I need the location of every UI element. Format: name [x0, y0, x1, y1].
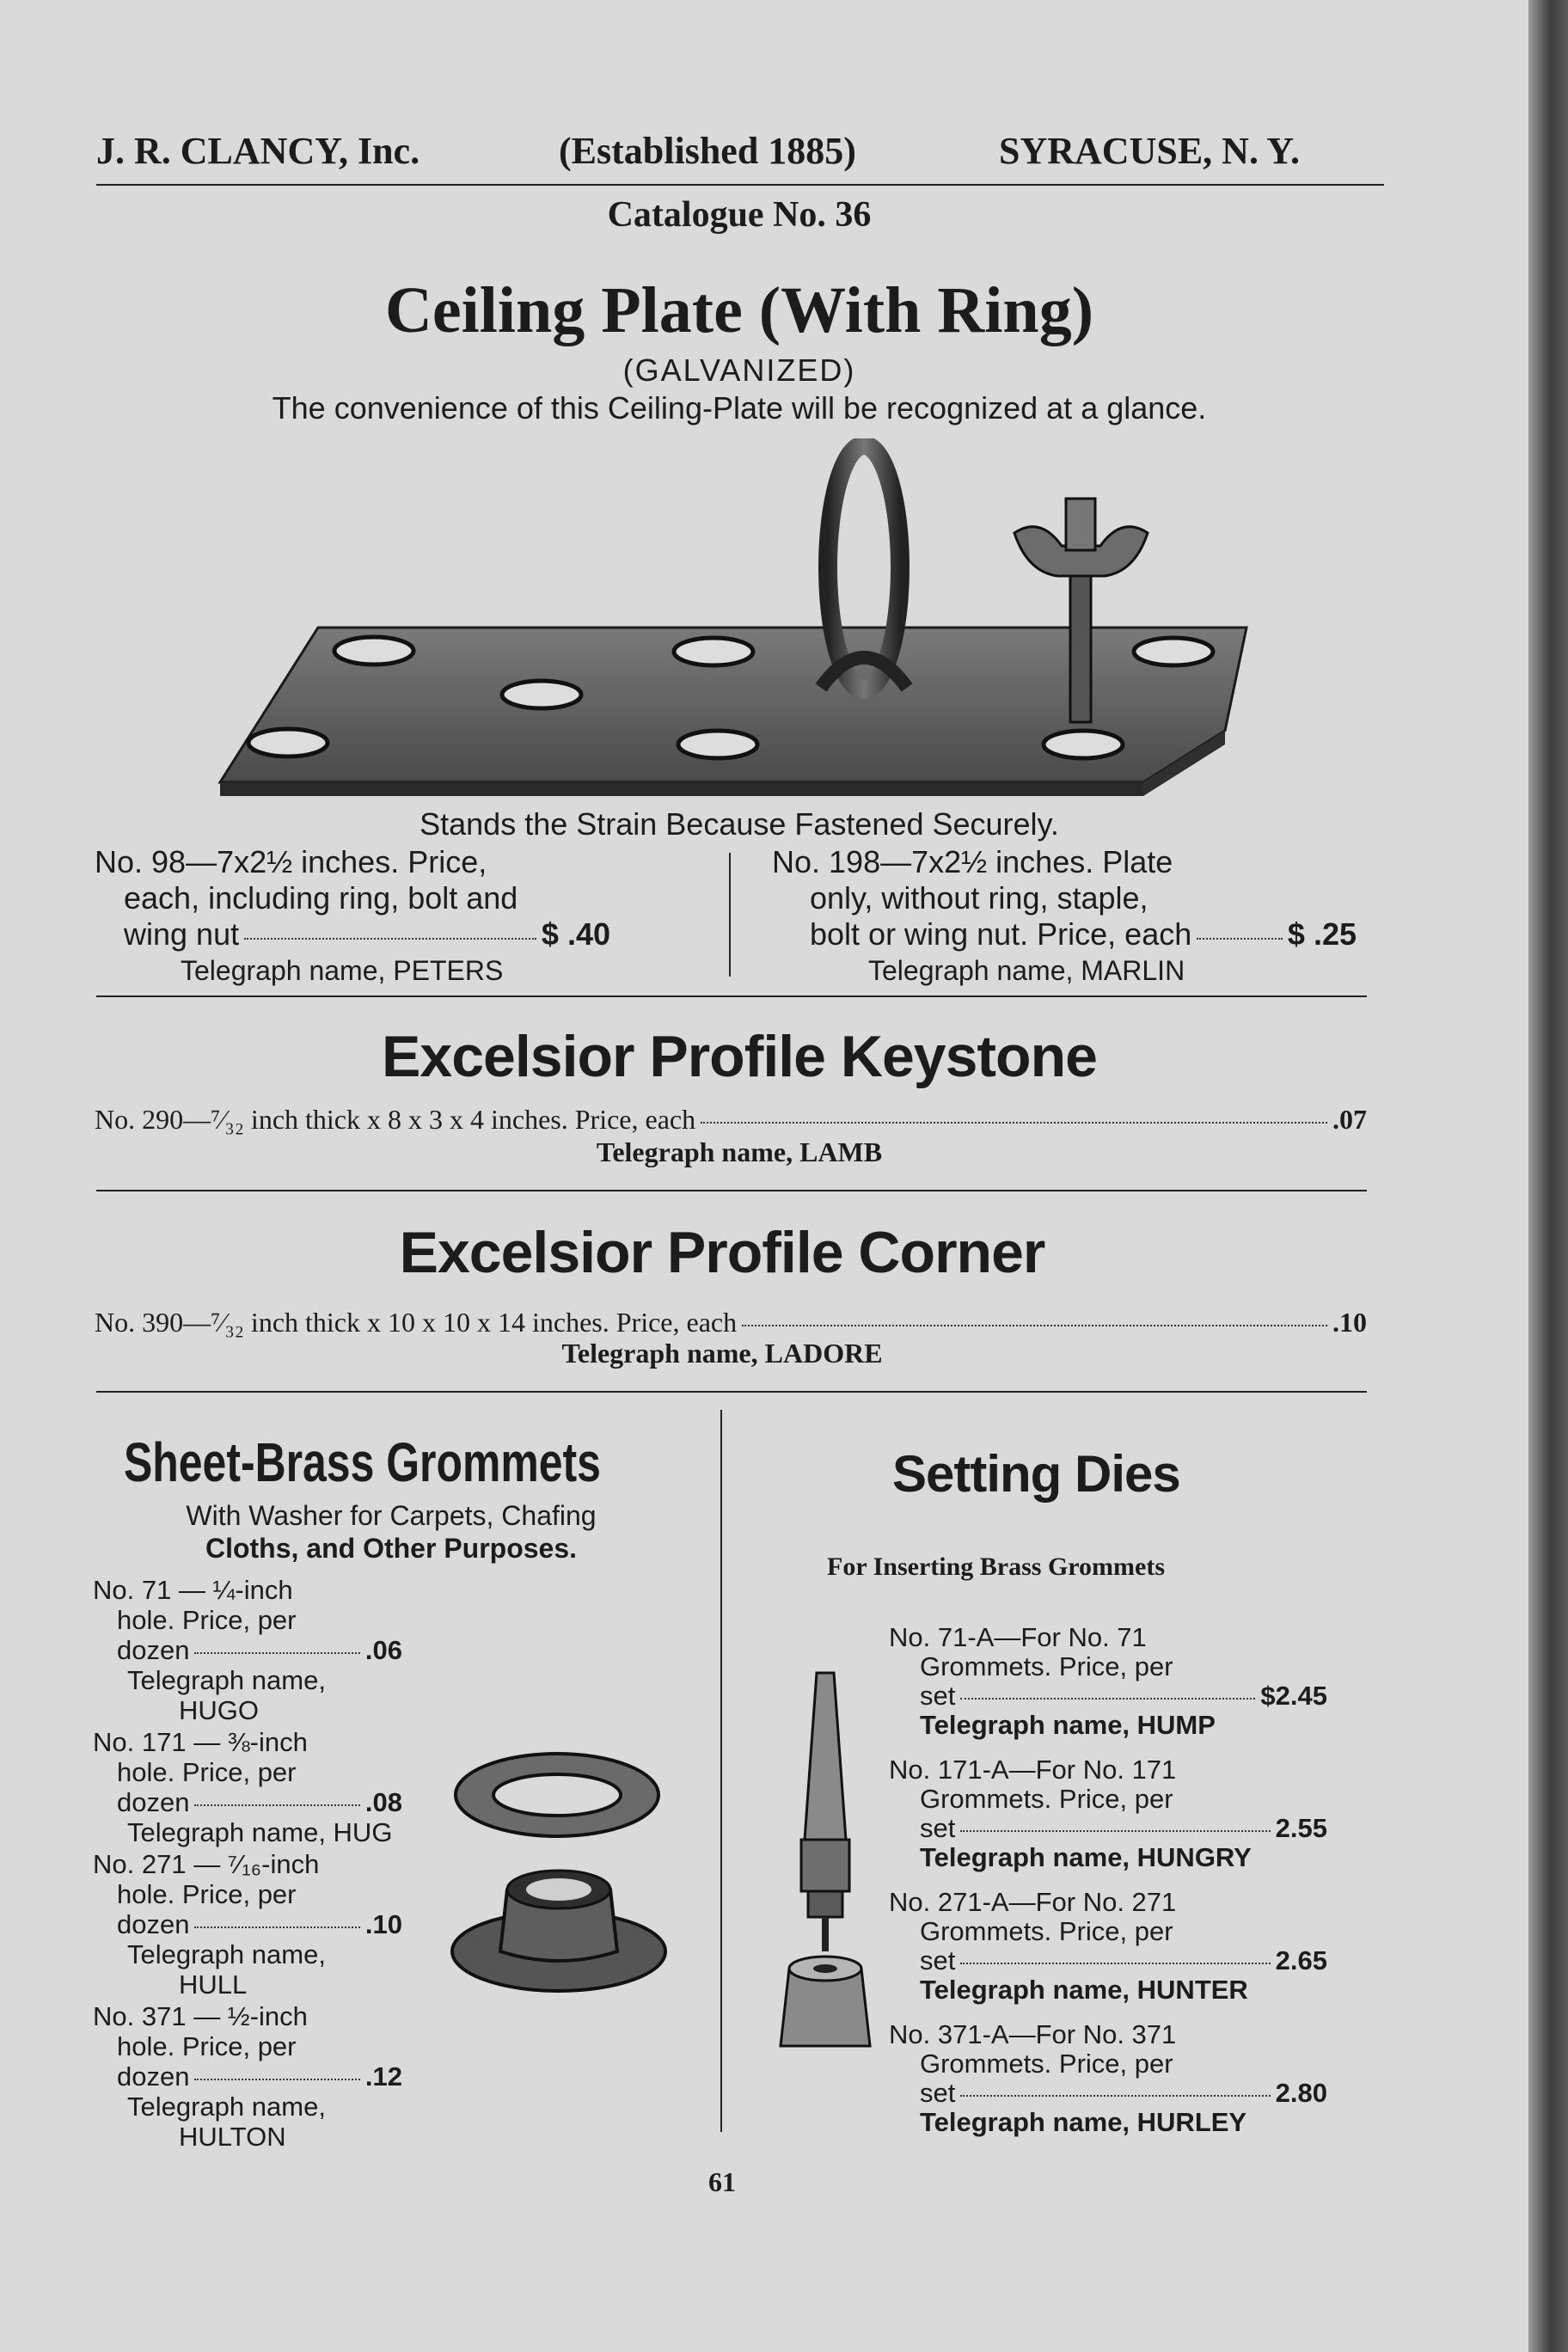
grommet-telegraph: Telegraph name, HUG: [127, 1817, 393, 1847]
list-item: [93, 1849, 402, 2000]
section-rule: [96, 1190, 1367, 1191]
die-price-line: [889, 1681, 1327, 1711]
grommet-telegraph-name: HULL: [179, 1969, 248, 2000]
grommet-telegraph: Telegraph name,: [127, 2092, 326, 2122]
die-unit: set: [920, 1813, 956, 1843]
die-unit: set: [920, 1945, 956, 1975]
right-telegraph: Telegraph name, MARLIN: [868, 955, 1185, 986]
list-item: [889, 1755, 1327, 1872]
die-number: No. 371-A—For No. 371: [889, 2019, 1177, 2049]
dies-subtitle: For Inserting Brass Grommets: [827, 1553, 1166, 1581]
grommets-subtitle: [95, 1499, 688, 1565]
die-telegraph: Telegraph name, HUNTER: [920, 1975, 1248, 2005]
right-line-2: only, without ring, staple,: [810, 880, 1148, 916]
grommet-price: .08: [364, 1787, 402, 1817]
die-price: 2.65: [1275, 1945, 1327, 1975]
ceiling-plate-illustration: [215, 438, 1264, 808]
dot-leader: [960, 1698, 1255, 1700]
grommets-sub-2: Cloths, and Other Purposes.: [205, 1533, 578, 1564]
list-item: [93, 1727, 402, 1847]
dot-leader: [960, 1830, 1270, 1832]
dot-leader: [1197, 938, 1283, 940]
keystone-telegraph: Telegraph name, LAMB: [596, 1136, 883, 1167]
grommet-price: .10: [364, 1909, 402, 1939]
grommet-telegraph-name: HUGO: [179, 1695, 259, 1725]
die-telegraph: Telegraph name, HURLEY: [920, 2107, 1247, 2137]
left-line-3: wing nut: [124, 916, 240, 952]
book-binding-edge: [1528, 0, 1568, 2352]
ceiling-plate-right-block: [772, 844, 1357, 989]
left-price-line: [95, 916, 610, 952]
left-line-1: No. 98—7x2½ inches. Price,: [95, 844, 487, 879]
dies-title: Setting Dies: [892, 1445, 1180, 1503]
grommet-size: No. 71 — ¼-inch: [93, 1575, 293, 1605]
die-unit: set: [920, 1681, 956, 1711]
grommets-sub-1: With Washer for Carpets, Chafing: [186, 1500, 597, 1531]
grommet-price-text: hole. Price, per: [117, 1879, 297, 1909]
dot-leader: [960, 1963, 1270, 1964]
die-price-text: Grommets. Price, per: [920, 1784, 1173, 1814]
dot-leader: [194, 1804, 359, 1806]
right-line-3: bolt or wing nut. Price, each: [810, 916, 1192, 952]
die-number: No. 71-A—For No. 71: [889, 1622, 1147, 1652]
grommet-unit: dozen: [117, 2061, 190, 2092]
grommet-unit: dozen: [117, 1787, 190, 1817]
list-item: [889, 2020, 1327, 2137]
die-unit: set: [920, 2078, 956, 2108]
keystone-title: Excelsior Profile Keystone: [382, 1024, 1097, 1089]
ceiling-plate-caption: Stands the Strain Because Fastened Securely.: [420, 806, 1059, 842]
left-line-2: each, including ring, bolt and: [124, 880, 518, 916]
die-price-line: [889, 2079, 1327, 2108]
location: SYRACUSE, N. Y.: [999, 130, 1301, 172]
die-price-line: [889, 1946, 1327, 1975]
company-name: J. R. CLANCY, Inc.: [96, 130, 420, 172]
column-divider: [720, 1410, 722, 2132]
header-rule: [96, 184, 1384, 186]
list-item: [889, 1623, 1327, 1740]
die-price-text: Grommets. Price, per: [920, 1916, 1173, 1946]
grommet-telegraph: Telegraph name,: [127, 1665, 326, 1695]
grommet-size: No. 271 — ⁷⁄₁₆-inch: [93, 1849, 320, 1879]
ceiling-plate-subtitle: (GALVANIZED): [622, 352, 856, 388]
die-number: No. 271-A—For No. 271: [889, 1887, 1177, 1917]
grommets-title: Sheet-Brass Grommets: [124, 1431, 601, 1493]
ceiling-plate-divider: [729, 853, 731, 977]
dot-leader: [701, 1122, 1327, 1124]
grommet-list: [93, 1575, 402, 2153]
grommet-price-text: hole. Price, per: [117, 1757, 297, 1787]
ceiling-plate-left-block: [95, 844, 610, 989]
list-item: [93, 1575, 402, 1725]
corner-line: [95, 1305, 1367, 1339]
corner-price: .10: [1332, 1307, 1367, 1338]
keystone-price: .07: [1332, 1104, 1367, 1135]
grommet-price-line: [93, 1909, 402, 1939]
section-rule: [96, 1391, 1367, 1393]
list-item: [889, 1888, 1327, 2005]
setting-die-illustration: [756, 1668, 894, 2063]
die-price: $2.45: [1260, 1681, 1327, 1711]
grommet-price: .06: [364, 1635, 402, 1665]
die-price: 2.55: [1275, 1813, 1327, 1843]
grommet-illustration: [447, 1745, 671, 2020]
grommet-price-text: hole. Price, per: [117, 1605, 297, 1635]
page-number: 61: [708, 2166, 736, 2197]
ceiling-plate-title: Ceiling Plate (With Ring): [384, 274, 1093, 346]
die-price-line: [889, 1814, 1327, 1843]
grommet-unit: dozen: [117, 1635, 190, 1665]
dies-list: [889, 1623, 1327, 2153]
dot-leader: [194, 2079, 359, 2080]
grommet-size: No. 171 — ⅜-inch: [93, 1727, 308, 1757]
established-note: (Established 1885): [559, 130, 856, 172]
dot-leader: [244, 938, 536, 940]
right-price: $ .25: [1287, 916, 1357, 952]
corner-title: Excelsior Profile Corner: [399, 1220, 1045, 1285]
die-telegraph: Telegraph name, HUNGRY: [920, 1842, 1252, 1872]
dot-leader: [960, 2095, 1270, 2097]
right-line-1: No. 198—7x2½ inches. Plate: [772, 844, 1173, 879]
list-item: [93, 2001, 402, 2152]
grommet-price-line: [93, 2061, 402, 2092]
die-number: No. 171-A—For No. 171: [889, 1755, 1177, 1785]
corner-telegraph: Telegraph name, LADORE: [561, 1338, 883, 1369]
keystone-line: [95, 1102, 1367, 1136]
die-price-text: Grommets. Price, per: [920, 1651, 1173, 1681]
left-telegraph: Telegraph name, PETERS: [181, 955, 504, 986]
grommet-unit: dozen: [117, 1909, 190, 1939]
catalogue-number: Catalogue No. 36: [607, 195, 872, 235]
die-price-text: Grommets. Price, per: [920, 2049, 1173, 2079]
section-rule: [96, 995, 1367, 997]
grommet-price-line: [93, 1635, 402, 1665]
die-price: 2.80: [1275, 2078, 1327, 2108]
grommet-price-line: [93, 1787, 402, 1817]
grommet-telegraph-name: HULTON: [179, 2122, 286, 2152]
grommet-price-text: hole. Price, per: [117, 2031, 297, 2061]
left-price: $ .40: [541, 916, 610, 952]
dot-leader: [742, 1325, 1327, 1326]
grommet-price: .12: [364, 2061, 402, 2092]
dot-leader: [194, 1652, 359, 1654]
corner-desc: No. 390—⁷⁄₃₂ inch thick x 10 x 10 x 14 inches. Price, each: [95, 1307, 738, 1338]
die-telegraph: Telegraph name, HUMP: [920, 1710, 1216, 1740]
grommet-size: No. 371 — ½-inch: [93, 2001, 308, 2031]
right-price-line: [772, 916, 1357, 952]
ceiling-plate-intro: The convenience of this Ceiling-Plate will be recognized at a glance.: [272, 390, 1207, 426]
grommet-telegraph: Telegraph name,: [127, 1939, 326, 1969]
keystone-desc: No. 290—⁷⁄₃₂ inch thick x 8 x 3 x 4 inches. Price, each: [95, 1104, 696, 1135]
dot-leader: [194, 1926, 359, 1928]
